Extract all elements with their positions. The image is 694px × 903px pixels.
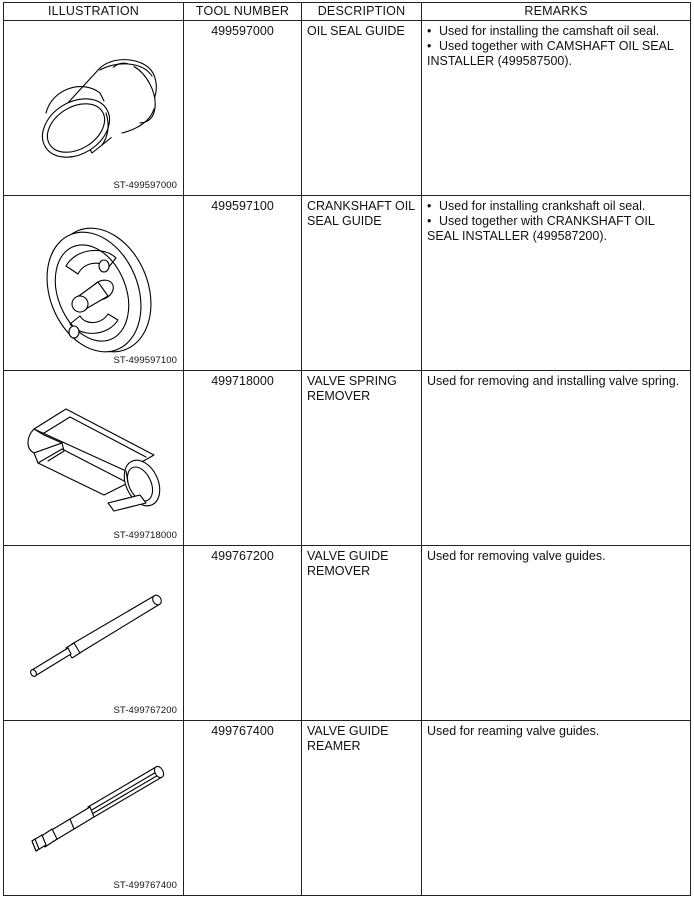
remark-line: • Used together with CAMSHAFT OIL SEAL INSTALLER (499587500).	[427, 39, 674, 68]
description-cell: VALVE SPRING REMOVER	[302, 371, 422, 546]
remark-line: Used for removing and installing valve spring.	[427, 374, 680, 388]
remarks-cell	[422, 546, 691, 721]
remarks-cell	[422, 371, 691, 546]
special-tools-table	[3, 2, 691, 896]
header-row	[4, 3, 691, 21]
illustration-label: ST-499767200	[113, 705, 177, 716]
valve-guide-remover-icon	[4, 546, 184, 720]
remarks-cell	[422, 21, 691, 196]
remark-line: Used for removing valve guides.	[427, 549, 606, 563]
header-illustration: ILLUSTRATION	[4, 3, 184, 21]
table-row	[4, 21, 691, 196]
remarks-cell	[422, 196, 691, 371]
remark-line: • Used for installing the camshaft oil seal.	[427, 24, 660, 38]
description-cell: OIL SEAL GUIDE	[302, 21, 422, 196]
valve-guide-reamer-icon	[4, 721, 184, 895]
tool-number-cell: 499718000	[184, 371, 302, 546]
remark-line: • Used for installing crankshaft oil seal.	[427, 199, 646, 213]
table-row	[4, 196, 691, 371]
illustration-cell	[4, 546, 184, 721]
oil-seal-guide-icon	[4, 21, 184, 195]
tool-number-cell: 499597000	[184, 21, 302, 196]
illustration-cell	[4, 371, 184, 546]
illustration-label: ST-499767400	[113, 880, 177, 891]
remarks-cell	[422, 721, 691, 896]
description-cell: VALVE GUIDE REMOVER	[302, 546, 422, 721]
tool-number-cell: 499597100	[184, 196, 302, 371]
description-cell: CRANKSHAFT OIL SEAL GUIDE	[302, 196, 422, 371]
header-description: DESCRIPTION	[302, 3, 422, 21]
illustration-label: ST-499597000	[113, 180, 177, 191]
remark-line: • Used together with CRANKSHAFT OIL SEAL INSTALLER (499587200).	[427, 214, 655, 243]
tool-number-cell: 499767400	[184, 721, 302, 896]
illustration-cell	[4, 21, 184, 196]
illustration-cell	[4, 721, 184, 896]
header-remarks: REMARKS	[422, 3, 691, 21]
table-row	[4, 371, 691, 546]
illustration-label: ST-499597100	[113, 355, 177, 366]
illustration-label: ST-499718000	[113, 530, 177, 541]
tool-number-cell: 499767200	[184, 546, 302, 721]
description-cell: VALVE GUIDE REAMER	[302, 721, 422, 896]
remark-line: Used for reaming valve guides.	[427, 724, 600, 738]
table-row	[4, 546, 691, 721]
header-tool-number: TOOL NUMBER	[184, 3, 302, 21]
table-row	[4, 721, 691, 896]
crankshaft-oil-seal-guide-icon	[4, 196, 184, 370]
valve-spring-remover-icon	[4, 371, 184, 545]
illustration-cell	[4, 196, 184, 371]
